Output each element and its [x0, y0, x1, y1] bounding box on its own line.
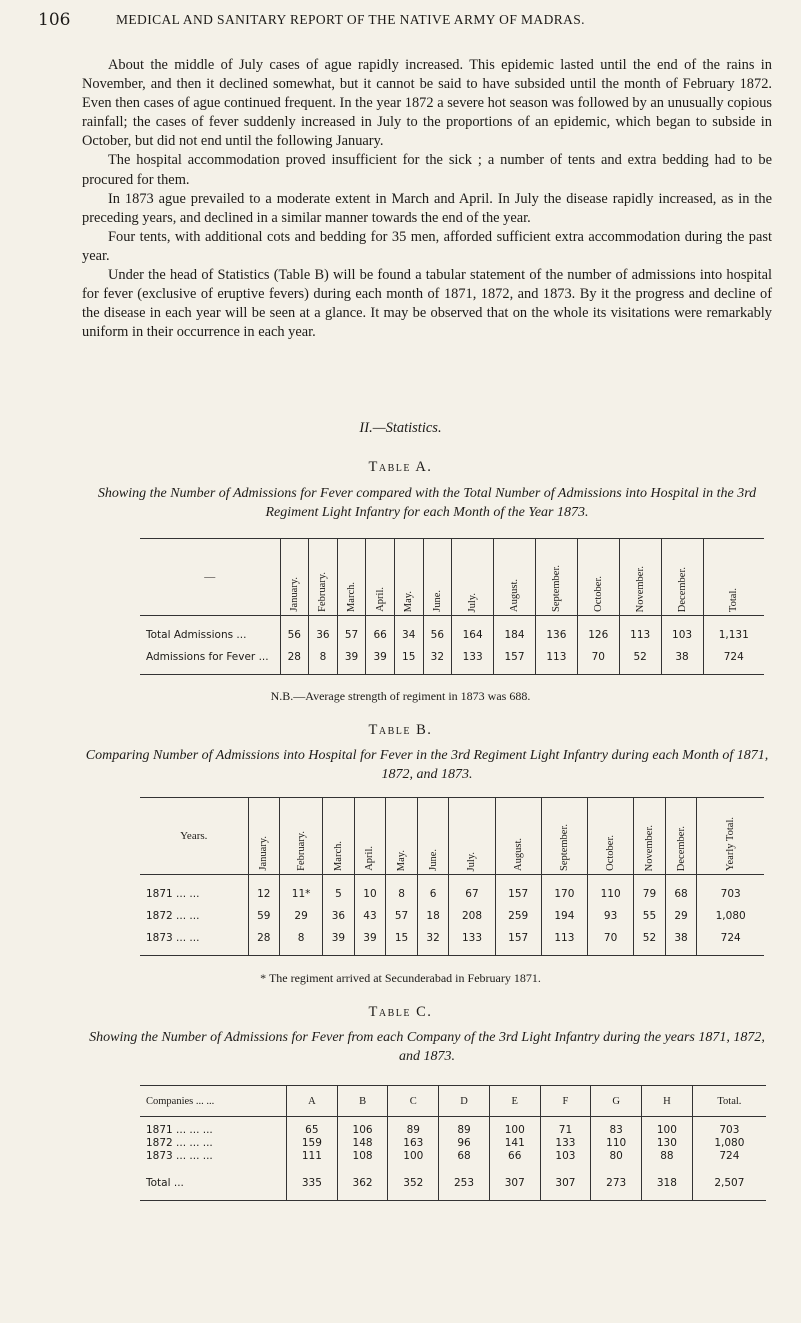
column-header-label: August. [512, 838, 524, 871]
column-header-label: August. [508, 579, 520, 612]
paragraph: About the middle of July cases of ague rapidly increased. This epidemic lasted until the end of the rains in November, and then it declined somewhat, but it cannot be said to have subsided until the month of February 1872. Even then cases of ague continued frequent. In the year 1872 a severe hot season was followed by an unusually copious rainfall; the cases of fever suddenly increased in July to the proportions of an epidemic, which began to subside in October, but did not end until the following January. [82, 57, 772, 150]
table-cell: 32 [423, 646, 452, 668]
table-cell: 68 [665, 883, 697, 905]
table-cell: 29 [280, 905, 323, 927]
table-cell: 111 [287, 1149, 338, 1162]
corner-header: Years. [140, 798, 248, 875]
column-header-label: Total. [728, 587, 740, 612]
table-cell: 133 [540, 1136, 591, 1149]
column-header-label: July. [467, 592, 479, 612]
table-cell: 68 [439, 1149, 490, 1162]
column-header [366, 539, 395, 616]
column-header [634, 798, 666, 875]
total-row [140, 1172, 766, 1194]
table-cell: 38 [661, 646, 703, 668]
table-cell: 36 [323, 905, 355, 927]
table-b-note: * The regiment arrived at Secunderabad in February 1871. [260, 971, 541, 985]
table-c-caption: Showing the Number of Admissions for Fever from each Company of the 3rd Light Infantry during the years 1871, 1872, and 1873. [89, 1030, 765, 1064]
table-cell: 39 [337, 646, 366, 668]
paragraph: Four tents, with additional cots and bedding for 35 men, afforded sufficient extra accommodation during the past year. [82, 228, 772, 264]
table-b-caption: Comparing Number of Admissions into Hospital for Fever in the 3rd Regiment Light Infantry during each Month of 1871, 1872, and 1873. [85, 748, 769, 782]
table-cell: 39 [354, 927, 386, 949]
table-cell: 57 [337, 624, 366, 646]
column-header-label: December. [676, 566, 688, 612]
table-a-title: Table A. [368, 459, 433, 475]
column-header: C [388, 1086, 439, 1117]
table-cell: 352 [388, 1172, 439, 1194]
table-cell: 79 [634, 883, 666, 905]
column-header [337, 539, 366, 616]
paragraph: In 1873 ague prevailed to a moderate extent in March and April. In July the disease rapidly increased, as in the preceding years, and declined in a similar manner towards the end of the year. [82, 190, 772, 226]
table-cell: 8 [280, 927, 323, 949]
table-cell: 159 [287, 1136, 338, 1149]
running-head: MEDICAL AND SANITARY REPORT OF THE NATIVE ARMY OF MADRAS. [116, 12, 585, 27]
table-cell: 113 [541, 927, 587, 949]
table-cell: 43 [354, 905, 386, 927]
table-cell: 34 [394, 624, 423, 646]
column-header [665, 798, 697, 875]
column-header [280, 798, 323, 875]
table-cell: 66 [489, 1149, 540, 1162]
table-cell: 110 [588, 883, 634, 905]
table-cell: 194 [541, 905, 587, 927]
table-row [140, 624, 764, 646]
column-header-label: February. [295, 831, 307, 871]
paragraph: Under the head of Statistics (Table B) will be found a tabular statement of the number of admissions into hospital for fever (exclusive of eruptive fevers) during each month of 1871, 1872, and 1873. By it the progress and decline of the disease in each year will be seen at a glance. It may be observed that on the whole its visitations were remarkably uniform in their occurrence in each year. [82, 267, 772, 341]
table-cell: 724 [719, 1149, 740, 1162]
table-c-title: Table C. [368, 1004, 433, 1020]
table-cell: 67 [449, 883, 495, 905]
column-header-label: June. [431, 590, 443, 612]
table-cell: 88 [642, 1149, 693, 1162]
table-cell: 56 [280, 624, 309, 646]
column-header-label: March. [346, 581, 358, 612]
column-header: D [439, 1086, 490, 1117]
row-label: 1872 ... ... ... [140, 1136, 287, 1149]
table-cell: 133 [452, 646, 494, 668]
table-cell: 29 [665, 905, 697, 927]
table-cell: 100 [489, 1123, 540, 1136]
table-row [140, 883, 764, 905]
table-cell: 318 [642, 1172, 693, 1194]
table-a-note: N.B.—Average strength of regiment in 1873 was 688. [270, 689, 531, 703]
table-cell: 38 [665, 927, 697, 949]
table-row [140, 1149, 766, 1162]
table-cell: 126 [577, 624, 619, 646]
table-cell: 12 [248, 883, 280, 905]
table-cell: 56 [423, 624, 452, 646]
corner-header: Companies ... ... [140, 1086, 287, 1117]
column-header-label: November. [634, 565, 646, 612]
column-header-label: April. [374, 587, 386, 612]
column-header: F [540, 1086, 591, 1117]
table-row [140, 1136, 766, 1149]
column-header-label: Yearly Total. [725, 816, 737, 871]
column-header-label: June. [427, 849, 439, 871]
table-cell: 100 [642, 1123, 693, 1136]
column-header-label: March. [332, 840, 344, 871]
column-header [577, 539, 619, 616]
column-header-label: May. [396, 849, 408, 871]
table-cell: 1,080 [714, 1136, 745, 1149]
column-header-label: September. [550, 565, 562, 612]
column-header [619, 539, 661, 616]
table-cell: 65 [287, 1123, 338, 1136]
column-header-label: September. [558, 824, 570, 871]
table-cell: 724 [723, 651, 744, 663]
column-header [494, 539, 536, 616]
table-row [140, 1123, 766, 1136]
table-cell: 70 [588, 927, 634, 949]
table-cell: 184 [494, 624, 536, 646]
table-cell: 130 [642, 1136, 693, 1149]
table-cell: 52 [634, 927, 666, 949]
column-header [449, 798, 495, 875]
column-header: E [489, 1086, 540, 1117]
column-header: Total. [692, 1086, 766, 1117]
table-row [140, 905, 764, 927]
table-b [140, 797, 764, 956]
table-cell: 273 [591, 1172, 642, 1194]
column-header: A [287, 1086, 338, 1117]
row-label: Total ... [140, 1172, 287, 1194]
table-cell: 163 [388, 1136, 439, 1149]
table-cell: 52 [619, 646, 661, 668]
column-header [417, 798, 449, 875]
row-label: 1871 ... ... [140, 883, 248, 905]
column-header [661, 539, 703, 616]
column-header-label: April. [364, 846, 376, 871]
column-header [323, 798, 355, 875]
table-cell: 164 [452, 624, 494, 646]
table-cell: 703 [719, 1123, 740, 1136]
column-header [703, 539, 764, 616]
table-row [140, 927, 764, 949]
column-header [280, 539, 309, 616]
table-cell: 103 [540, 1149, 591, 1162]
table-cell: 83 [591, 1123, 642, 1136]
table-cell: 8 [309, 646, 338, 668]
table-row [140, 646, 764, 668]
page-number: 106 [38, 10, 71, 30]
table-cell: 15 [386, 927, 418, 949]
table-cell: 362 [337, 1172, 388, 1194]
table-cell: 8 [386, 883, 418, 905]
page-header [38, 10, 778, 32]
column-header-label: October. [605, 835, 617, 871]
column-header [535, 539, 577, 616]
table-cell: 18 [417, 905, 449, 927]
table-cell: 6 [417, 883, 449, 905]
table-cell: 136 [535, 624, 577, 646]
column-header-label: January. [258, 836, 270, 871]
table-cell: 724 [720, 932, 741, 944]
table-cell: 335 [287, 1172, 338, 1194]
column-header-label: December. [675, 825, 687, 871]
table-cell: 2,507 [714, 1177, 745, 1189]
row-label: 1871 ... ... ... [140, 1123, 287, 1136]
table-b-title: Table B. [368, 722, 433, 738]
column-header [697, 798, 764, 875]
section-heading: II.—Statistics. [359, 420, 442, 436]
table-cell: 170 [541, 883, 587, 905]
table-a [140, 538, 764, 675]
row-label: Admissions for Fever ... [140, 646, 280, 668]
column-header: G [591, 1086, 642, 1117]
table-cell: 1,080 [715, 910, 746, 922]
table-cell: 59 [248, 905, 280, 927]
table-cell: 96 [439, 1136, 490, 1149]
column-header [541, 798, 587, 875]
table-cell: 133 [449, 927, 495, 949]
table-cell: 70 [577, 646, 619, 668]
table-cell: 93 [588, 905, 634, 927]
table-cell: 66 [366, 624, 395, 646]
column-header [309, 539, 338, 616]
column-header-label: October. [592, 576, 604, 612]
table-cell: 703 [720, 888, 741, 900]
table-cell: 157 [495, 883, 541, 905]
table-cell: 32 [417, 927, 449, 949]
column-header [423, 539, 452, 616]
row-label: 1873 ... ... ... [140, 1149, 287, 1162]
column-header: H [642, 1086, 693, 1117]
table-cell: 103 [661, 624, 703, 646]
column-header [495, 798, 541, 875]
table-cell: 28 [280, 646, 309, 668]
table-cell: 89 [439, 1123, 490, 1136]
column-header-label: May. [403, 590, 415, 612]
table-cell: 157 [495, 927, 541, 949]
table-cell: 28 [248, 927, 280, 949]
table-cell: 71 [540, 1123, 591, 1136]
column-header-label: January. [288, 577, 300, 612]
table-cell: 100 [388, 1149, 439, 1162]
table-cell: 141 [489, 1136, 540, 1149]
table-cell: 208 [449, 905, 495, 927]
column-header [588, 798, 634, 875]
column-header-label: July. [466, 851, 478, 871]
corner-header: — [140, 539, 280, 616]
table-cell: 39 [366, 646, 395, 668]
table-cell: 80 [591, 1149, 642, 1162]
table-cell: 307 [540, 1172, 591, 1194]
table-cell: 10 [354, 883, 386, 905]
table-a-caption: Showing the Number of Admissions for Fever compared with the Total Number of Admissions into Hospital in the 3rd Regiment Light Infantry for each Month of the Year 1873. [97, 486, 757, 520]
table-cell: 39 [323, 927, 355, 949]
column-header: B [337, 1086, 388, 1117]
column-header-label: February. [317, 572, 329, 612]
row-label: Total Admissions ... [140, 624, 280, 646]
column-header [452, 539, 494, 616]
table-cell: 108 [337, 1149, 388, 1162]
paragraph: The hospital accommodation proved insufficient for the sick ; a number of tents and extra bedding had to be procured for them. [82, 152, 772, 188]
table-cell: 157 [494, 646, 536, 668]
table-cell: 253 [439, 1172, 490, 1194]
column-header [386, 798, 418, 875]
table-cell: 55 [634, 905, 666, 927]
table-cell: 36 [309, 624, 338, 646]
column-header [394, 539, 423, 616]
table-cell: 113 [619, 624, 661, 646]
table-cell: 307 [489, 1172, 540, 1194]
column-header [248, 798, 280, 875]
table-cell: 148 [337, 1136, 388, 1149]
body-text [82, 56, 772, 342]
table-cell: 110 [591, 1136, 642, 1149]
table-cell: 1,131 [718, 629, 749, 641]
table-cell: 57 [386, 905, 418, 927]
table-cell: 15 [394, 646, 423, 668]
column-header-label: November. [643, 824, 655, 871]
table-cell: 113 [535, 646, 577, 668]
table-cell: 5 [323, 883, 355, 905]
table-cell: 89 [388, 1123, 439, 1136]
table-cell: 106 [337, 1123, 388, 1136]
column-header [354, 798, 386, 875]
row-label: 1873 ... ... [140, 927, 248, 949]
table-c [140, 1085, 766, 1201]
table-cell: 11* [280, 883, 323, 905]
row-label: 1872 ... ... [140, 905, 248, 927]
table-cell: 259 [495, 905, 541, 927]
